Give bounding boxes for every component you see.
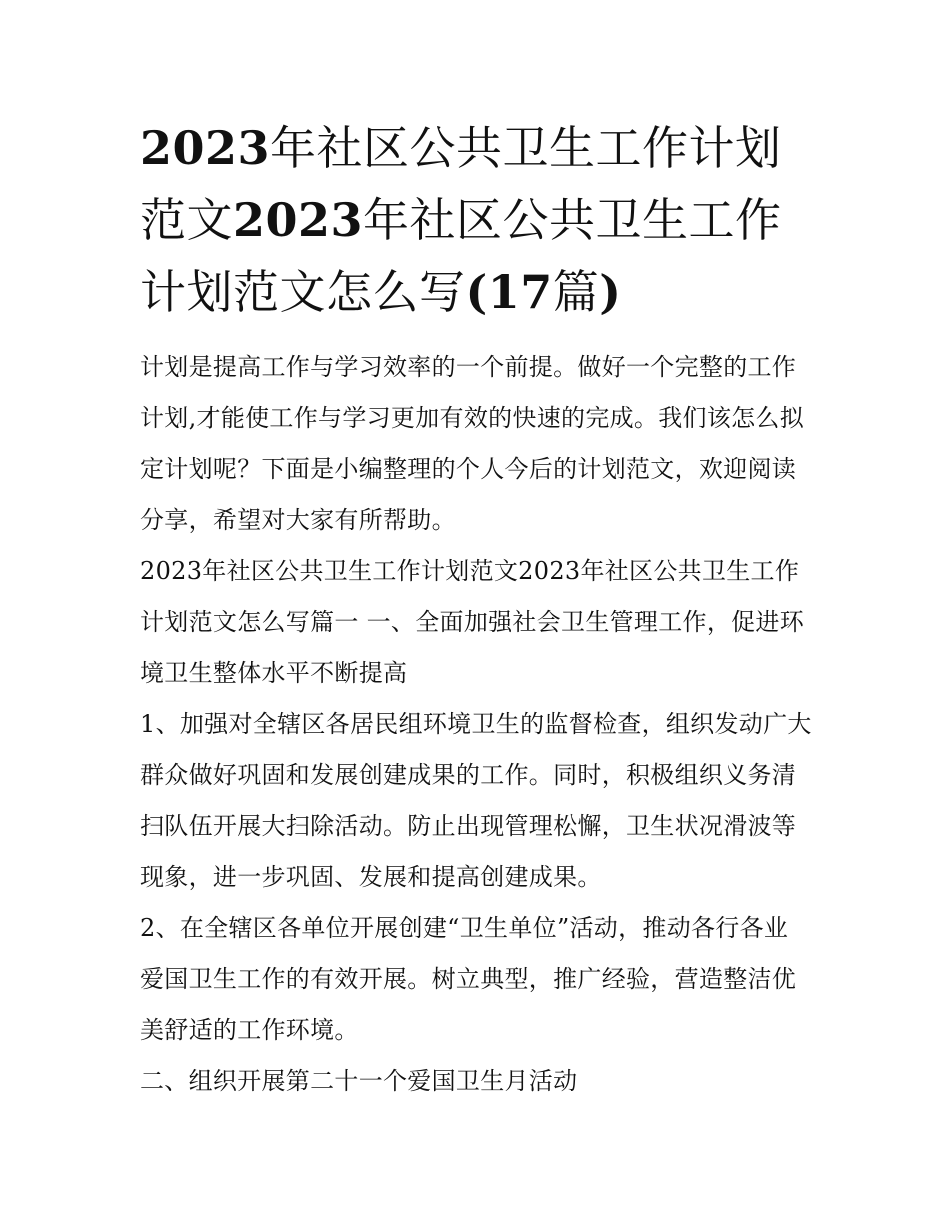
- title-part: 篇: [552, 265, 600, 319]
- title-part: 2023: [140, 121, 271, 175]
- body-paragraph: 1、加强对全辖区各居民组环境卫生的监督检查，组织发动广大群众做好巩固和发展创建成果的工作。同时，积极组织义务清扫队伍开展大扫除活动。防止出现管理松懈，卫生状况滑波等现象，进一步巩固、发展和提高创建成果。: [140, 710, 812, 891]
- document-page: [140, 112, 812, 1107]
- title-part: ): [599, 265, 622, 319]
- title-part: 年社区公共卫生工作计划范文怎么写: [140, 193, 782, 319]
- title-part: 年社区公共卫生工作计划范文: [140, 121, 782, 247]
- title-part: (17: [465, 265, 553, 319]
- section-heading-paragraph: 2023年社区公共卫生工作计划范文2023年社区公共卫生工作计划范文怎么写篇一 一、全面加强社会卫生管理工作，促进环境卫生整体水平不断提高: [140, 557, 805, 687]
- intro-paragraph: 计划是提高工作与学习效率的一个前提。做好一个完整的工作计划,才能使工作与学习更加有效的快速的完成。我们该怎么拟定计划呢？下面是小编整理的个人今后的计划范文，欢迎阅读分享，希望对大家有所帮助。: [140, 353, 805, 534]
- section-heading-paragraph: 二、组织开展第二十一个爱国卫生月活动: [140, 1067, 578, 1095]
- body-paragraph: 2、在全辖区各单位开展创建“卫生单位”活动，推动各行各业爱国卫生工作的有效开展。树立典型，推广经验，营造整洁优美舒适的工作环境。: [140, 914, 797, 1044]
- title-part: 2023: [233, 193, 364, 247]
- document-title: [140, 112, 812, 328]
